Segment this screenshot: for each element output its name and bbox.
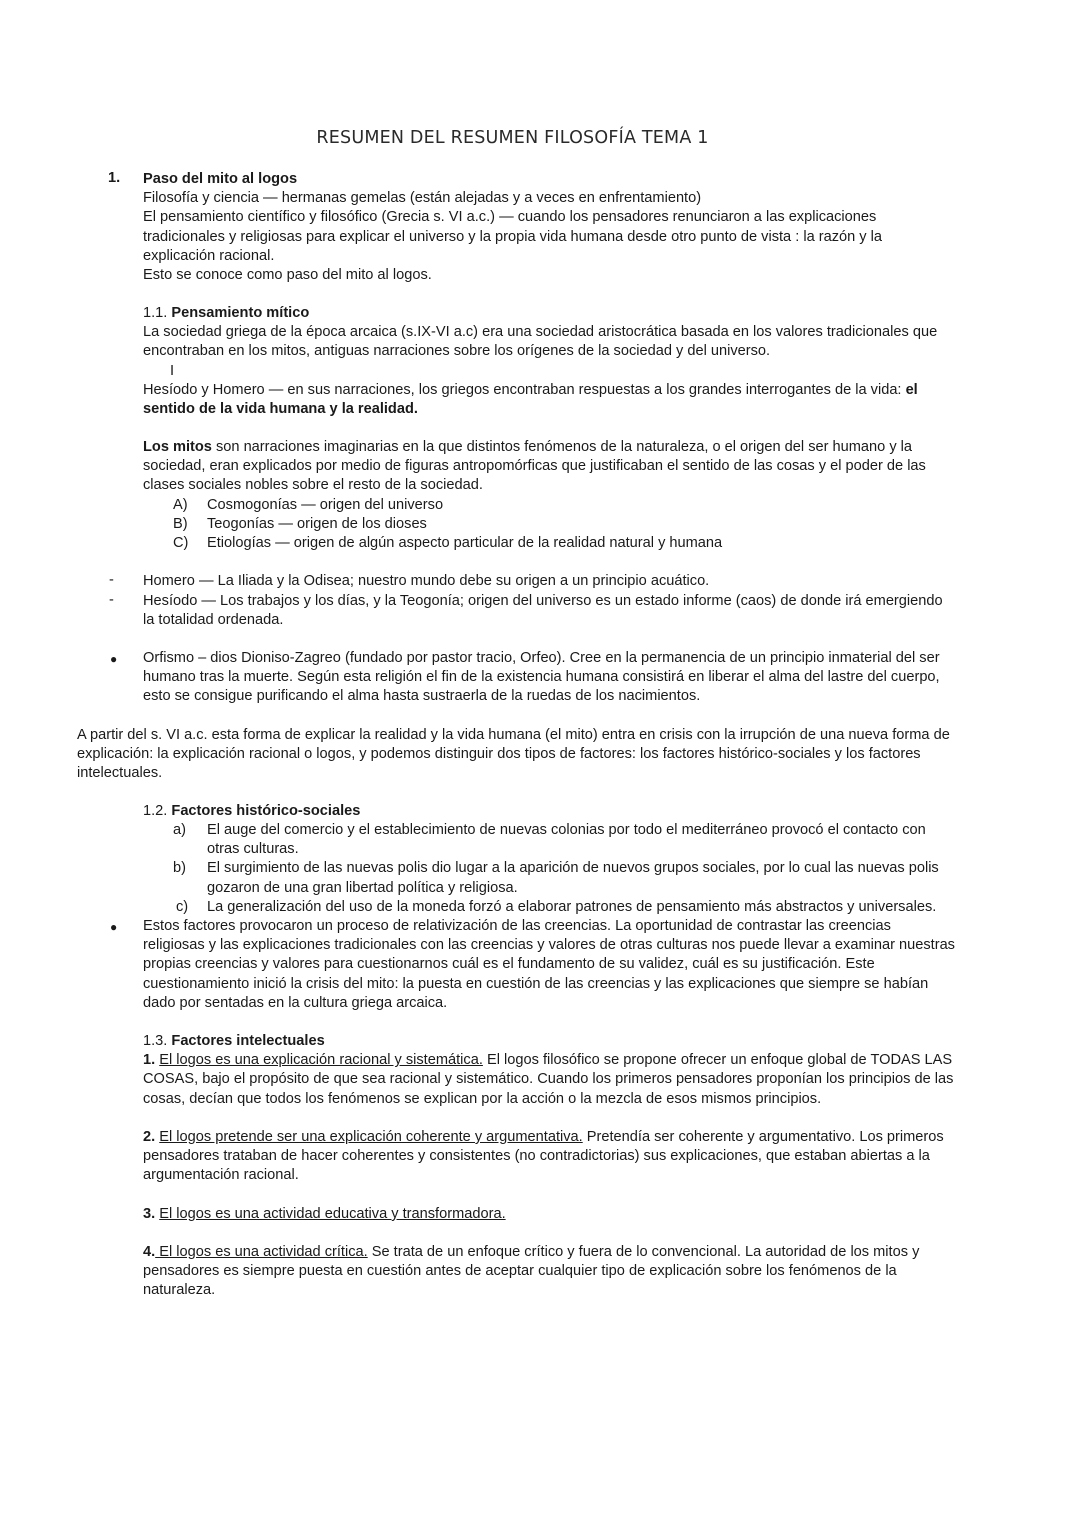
text-line: cosas, decían que todos los fenómenos se explican por la acción o la mezcla de esos mismos principios. (143, 1090, 822, 1107)
section-heading: Paso del mito al logos (143, 171, 298, 187)
subsection-heading: 1.3. Factores intelectuales (143, 1033, 325, 1049)
list-item: c) La generalización del uso de la moneda forzó a elaborar patrones de pensamiento más abstractos y universales. (176, 898, 937, 915)
section-1-3 (143, 1032, 953, 1109)
text-line: COSAS, bajo el propósito de que sea racional y sistemático. Cuando los primeros pensadores proponían los principios de las (143, 1071, 954, 1088)
text-line: encontraban en los mitos, antiguas narraciones sobre los orígenes de la sociedad y del universo. (143, 343, 771, 360)
text-line: La sociedad griega de la época arcaica (s.IX-VI a.c) era una sociedad aristocrática basada en los valores tradicionales que (143, 324, 938, 341)
subsection-heading: 1.1. Pensamiento mítico (143, 305, 310, 321)
text-line: Filosofía y ciencia — hermanas gemelas (están alejadas y a veces en enfrentamiento) (143, 190, 702, 207)
list-item: B) Teogonías — origen de los dioses (173, 516, 427, 533)
list-item: C) Etiologías — origen de algún aspecto particular de la realidad natural y humana (173, 535, 723, 552)
text-line: tradicionales y religiosas para explicar el universo y la propia vida humana desde otro punto de vista : la razón y la (143, 228, 883, 245)
factor-1: 1. El logos es una explicación racional y sistemática. El logos filosófico se propone ofrecer un enfoque global de TODAS LAS (143, 1052, 953, 1069)
page-title: RESUMEN DEL RESUMEN FILOSOFÍA TEMA 1 (316, 128, 709, 148)
text-line: pensadores es siempre puesta en cuestión antes de aceptar cualquier tipo de explicación sobre los fenómenos de la (143, 1263, 897, 1280)
factor-4: 4. El logos es una actividad crítica. Se trata de un enfoque crítico y fuera de lo convencional. La autoridad de los mitos y pensadores es siempre puesta en cuestión antes de aceptar cualquier tipo de explicación sobre los fenómenos de la naturaleza. (143, 1243, 953, 1301)
factors-list (173, 821, 953, 917)
list-item: a) El auge del comercio y el establecimiento de nuevas colonias por todo el mediterráneo provocó el contacto con otras culturas. (173, 822, 926, 858)
dash-marker: - (109, 572, 114, 588)
text-line: pensadores trataban de hacer coherentes y consistentes (no contradictorias) sus explicaciones, que estaban abiertas a la (143, 1148, 930, 1165)
section-1-1 (143, 304, 953, 419)
text-line: Esto se conoce como paso del mito al logos. (143, 267, 432, 284)
hand-mark: I (170, 362, 175, 379)
dash-marker: - (109, 592, 114, 608)
section-1-2 (143, 802, 953, 821)
text-line: Los mitos son narraciones imaginarias en la que distintos fenómenos de la naturaleza, o el origen del ser humano y la (143, 439, 913, 455)
text-line: sentido de la vida humana y la realidad. (143, 401, 418, 418)
text-line: sociedad, eran explicados por medio de figuras antropomórficas que justificaban el sentido de las cosas y el poder de las (143, 458, 926, 475)
list-item: A) Cosmogonías — origen del universo (173, 497, 444, 513)
section-1 (143, 170, 953, 285)
mitos-paragraph (143, 438, 953, 496)
list-item: b) El surgimiento de las nuevas polis dio lugar a la aparición de nuevos grupos sociales, por lo cual las nuevas polis gozaron de una gran libertad política y religiosa. (173, 860, 939, 896)
orfismo-item: Orfismo – dios Dioniso-Zagreo (fundado por pastor tracio, Orfeo). Cree en la permanencia de un principio inmaterial del ser humano tras la muerte. Según esta religión el fin de la existencia humana consistirá en liberar el alma del lastre del cuerpo, esto se consigue purificando el alma hasta sustraerla de la ruedas de los nacimientos. (143, 650, 940, 705)
bullet-marker: ● (110, 652, 118, 666)
text-line: explicación racional. (143, 247, 275, 264)
relativizacion-paragraph: Estos factores provocaron un proceso de relativización de las creencias. La oportunidad de contrastar las creencias religiosas y las explicaciones tradicionales con las creencias y valores de otras culturas nos puede llevar a examinar nuestras propias creencias y valores para cuestionarnos cuál es el fundamento de su validez, cuál es su justificación. Este cuestionamiento inició la crisis del mito: la puesta en cuestión de las creencias y las explicaciones que siempre se habían dado por sentadas en la cultura griega arcaica. (143, 918, 955, 1011)
factor-2: 2. El logos pretende ser una explicación coherente y argumentativa. Pretendía ser coherente y argumentativo. Los primeros pensadores trataban de hacer coherentes y consistentes (no contradictorias) sus explicaciones, que estaban abiertas a la argumentación racional. (143, 1128, 953, 1186)
bullet-marker: ● (110, 920, 118, 934)
text-line: Hesíodo y Homero — en sus narraciones, los griegos encontraban respuestas a los grandes interrogantes de la vida: el (143, 381, 918, 398)
subsection-heading: 1.2. Factores histórico-sociales (143, 803, 361, 819)
hesiodo-item: Hesíodo — Los trabajos y los días, y la Teogonía; origen del universo es un estado informe (caos) de donde irá emergiendo la totalidad ordenada. (143, 593, 943, 629)
intro-paragraph: A partir del s. VI a.c. esta forma de explicar la realidad y la vida humana (el mito) entra en crisis con la irrupción de una nueva forma de explicación: la explicación racional o logos, y podemos distinguir dos tipos de factores: los factores histórico-sociales y los factores intelectuales. (77, 727, 950, 782)
text-line: naturaleza. (143, 1282, 216, 1299)
section-number: 1. (108, 170, 121, 186)
factor-3: 3. El logos es una actividad educativa y transformadora. (143, 1206, 506, 1222)
myth-types-list (173, 496, 953, 554)
text-line: argumentación racional. (143, 1167, 299, 1184)
homero-item: Homero — La Iliada y la Odisea; nuestro mundo debe su origen a un principio acuático. (143, 573, 710, 589)
text-line: clases sociales nobles sobre el resto de la sociedad. (143, 477, 483, 494)
text-line: El pensamiento científico y filosófico (Grecia s. VI a.c.) — cuando los pensadores renunciaron a las explicaciones (143, 209, 877, 226)
